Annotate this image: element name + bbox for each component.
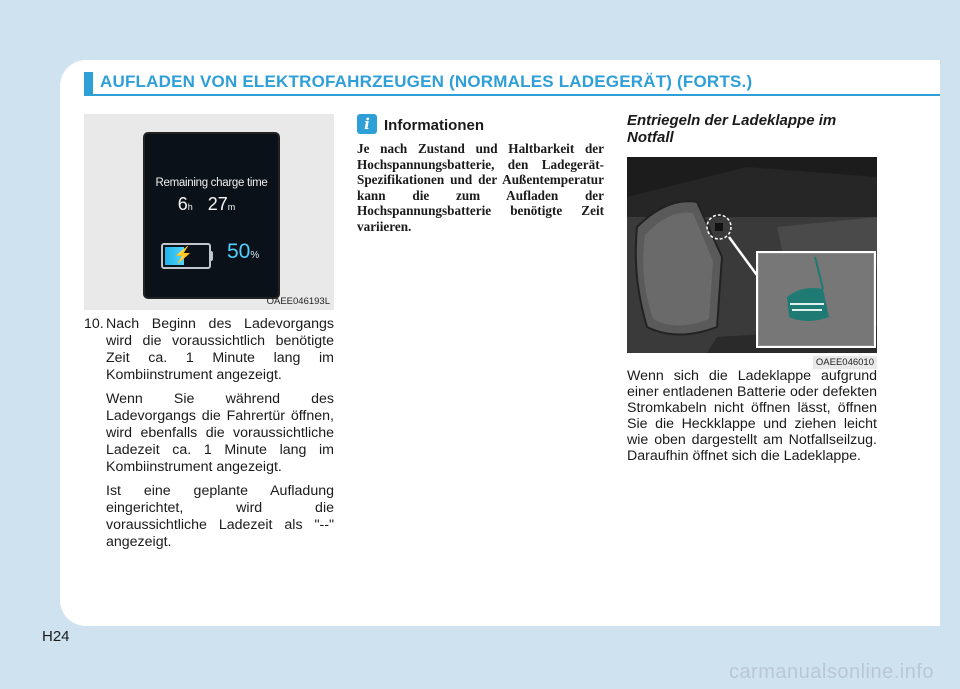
battery-terminal (209, 251, 213, 261)
charge-time-figure (84, 114, 334, 310)
step-10 (84, 316, 334, 558)
display-title: Remaining charge time (155, 177, 268, 189)
minutes-unit: m (227, 202, 236, 212)
page-number: H24 (42, 628, 70, 645)
minutes-value: 27 (207, 194, 228, 214)
info-icon: i (357, 114, 377, 134)
step-paragraph: Nach Beginn des Ladevorgangs wird die voraussichtlich benötigte Zeit ca. 1 Minute lang im Kombiinstrument angezeigt. (106, 316, 334, 383)
charge-percent-readout (227, 240, 259, 264)
header-rule (84, 94, 940, 96)
trunk-release-illustration (627, 157, 877, 353)
remaining-time-readout (145, 194, 278, 215)
figure-caption: OAEE046193L (266, 296, 330, 307)
charging-bolt-icon: ⚡ (173, 247, 193, 264)
section-header-title: AUFLADEN VON ELEKTROFAHRZEUGEN (NORMALES LADEGERÄT) (FORTS.) (100, 72, 753, 91)
hours-value: 6 (177, 194, 188, 214)
instrument-cluster-display (143, 132, 280, 299)
hours-unit: h (187, 202, 193, 212)
step-paragraph: Ist eine geplante Aufladung eingerichtet, wird die voraussichtliche Ladezeit als "--" angezeigt. (106, 483, 334, 550)
emergency-section-title: Entriegeln der Ladeklappe im Notfall (627, 112, 837, 146)
info-title: Informationen (384, 117, 484, 134)
header-accent-bar (84, 72, 93, 96)
percent-unit: % (250, 250, 260, 261)
emergency-body-text: Wenn sich die Ladeklappe aufgrund einer entladenen Batterie oder defekten Stromkabeln nicht öffnen lässt, öffnen Sie die Heckklappe und ziehen leicht wie oben dargestellt am Notfallseilzug. Daraufhin öffnet sich die Ladeklappe. (627, 368, 877, 464)
info-body: Je nach Zustand und Haltbarkeit der Hochspannungsbatterie, den Ladegerät-Spezifikationen und der Außentemperatur kann die zum Aufladen der Hochspannungsbatterie benötigte Zeit variieren. (357, 141, 604, 234)
charge-percent-value: 50 (227, 240, 251, 263)
step-number: 10. (84, 316, 104, 332)
step-paragraph: Wenn Sie während des Ladevorgangs die Fahrertür öffnen, wird ebenfalls die voraussichtliche Ladezeit ca. 1 Minute lang im Kombiinstrument angezeigt. (106, 391, 334, 475)
watermark: carmanualsonline.info (728, 661, 934, 683)
figure-caption: OAEE046010 (813, 356, 877, 369)
charge-door-release-figure (627, 157, 877, 368)
